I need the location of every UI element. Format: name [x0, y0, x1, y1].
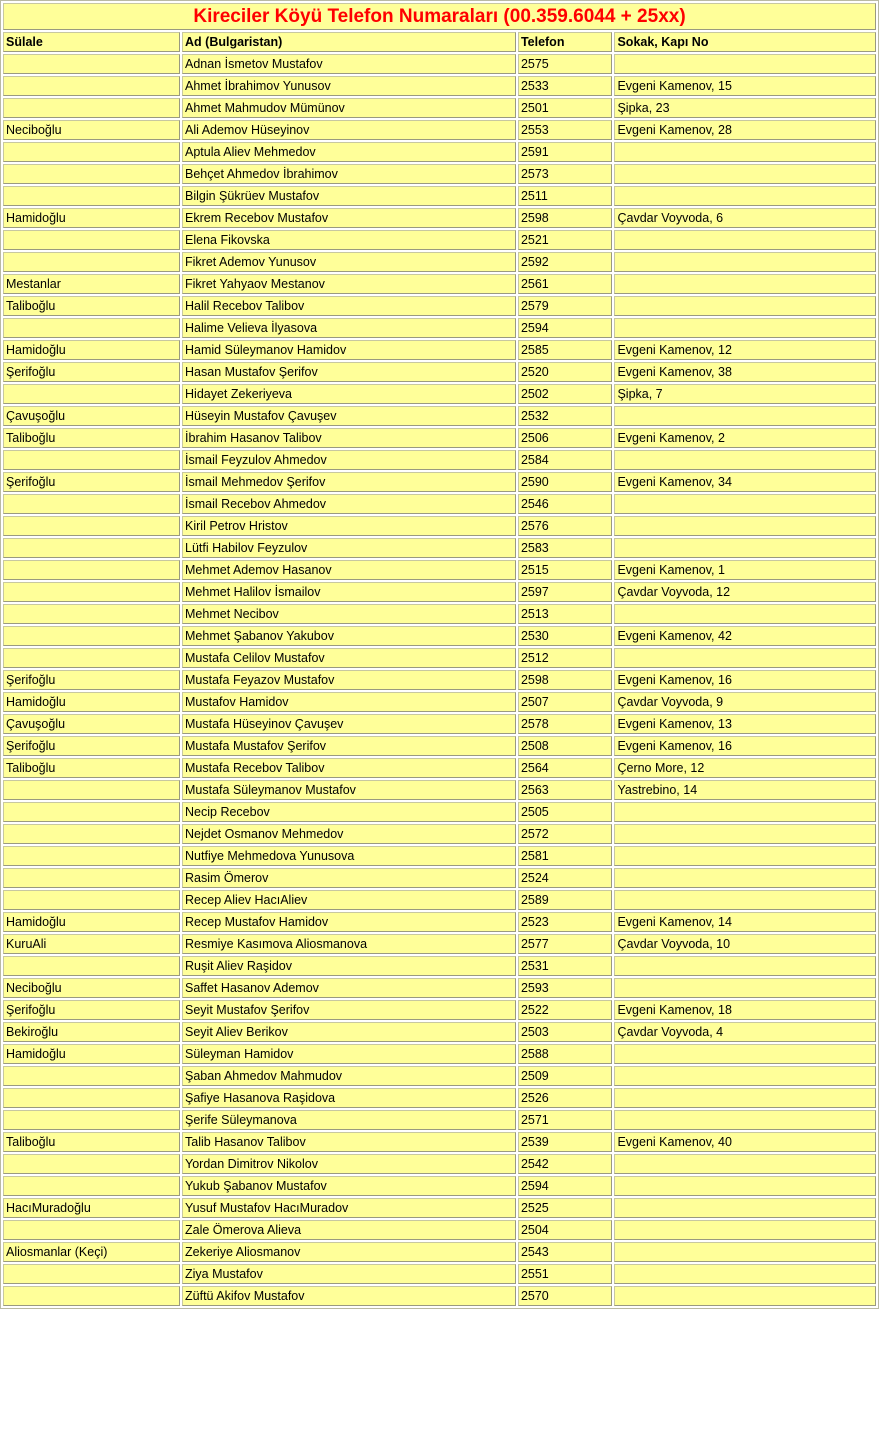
family-cell: [3, 538, 180, 558]
family-cell: [3, 560, 180, 580]
table-row: [3, 560, 876, 580]
family-cell: [3, 54, 180, 74]
family-cell: Taliboğlu: [3, 428, 180, 448]
address-cell: Şipka, 7: [614, 384, 876, 404]
family-cell: [3, 230, 180, 250]
table-row: [3, 648, 876, 668]
phone-cell: 2511: [518, 186, 613, 206]
family-cell: [3, 1066, 180, 1086]
family-cell: [3, 384, 180, 404]
table-row: [3, 406, 876, 426]
table-row: [3, 1220, 876, 1240]
address-cell: [614, 890, 876, 910]
address-cell: Evgeni Kamenov, 42: [614, 626, 876, 646]
address-cell: [614, 142, 876, 162]
table-row: [3, 670, 876, 690]
table-row: [3, 582, 876, 602]
phone-cell: 2513: [518, 604, 613, 624]
table-row: [3, 98, 876, 118]
name-cell: Mustafov Hamidov: [182, 692, 516, 712]
family-cell: Aliosmanlar (Keçi): [3, 1242, 180, 1262]
family-cell: [3, 1286, 180, 1306]
table-row: [3, 1110, 876, 1130]
phone-cell: 2531: [518, 956, 613, 976]
name-cell: Mustafa Feyazov Mustafov: [182, 670, 516, 690]
name-cell: Mustafa Hüseyinov Çavuşev: [182, 714, 516, 734]
phone-cell: 2589: [518, 890, 613, 910]
address-cell: [614, 956, 876, 976]
table-row: [3, 428, 876, 448]
family-cell: Şerifoğlu: [3, 362, 180, 382]
phone-cell: 2561: [518, 274, 613, 294]
family-cell: Hamidoğlu: [3, 1044, 180, 1064]
table-row: [3, 252, 876, 272]
table-row: [3, 912, 876, 932]
name-cell: Resmiye Kasımova Aliosmanova: [182, 934, 516, 954]
table-row: [3, 1044, 876, 1064]
family-cell: [3, 626, 180, 646]
family-cell: [3, 1176, 180, 1196]
address-cell: Evgeni Kamenov, 14: [614, 912, 876, 932]
name-cell: Ruşit Aliev Raşidov: [182, 956, 516, 976]
name-cell: Fikret Ademov Yunusov: [182, 252, 516, 272]
title-row: [3, 3, 876, 30]
address-cell: Evgeni Kamenov, 13: [614, 714, 876, 734]
table-row: [3, 780, 876, 800]
address-cell: [614, 406, 876, 426]
address-cell: Evgeni Kamenov, 28: [614, 120, 876, 140]
table-row: [3, 626, 876, 646]
address-cell: Çavdar Voyvoda, 4: [614, 1022, 876, 1042]
phone-cell: 2592: [518, 252, 613, 272]
address-cell: [614, 1242, 876, 1262]
phone-cell: 2590: [518, 472, 613, 492]
phone-cell: 2585: [518, 340, 613, 360]
phone-cell: 2578: [518, 714, 613, 734]
table-row: [3, 1000, 876, 1020]
table-row: [3, 1176, 876, 1196]
address-cell: [614, 1286, 876, 1306]
family-cell: [3, 142, 180, 162]
family-cell: Hamidoğlu: [3, 912, 180, 932]
phone-cell: 2571: [518, 1110, 613, 1130]
table-row: [3, 142, 876, 162]
name-cell: Behçet Ahmedov İbrahimov: [182, 164, 516, 184]
phone-cell: 2563: [518, 780, 613, 800]
phone-cell: 2502: [518, 384, 613, 404]
phone-cell: 2508: [518, 736, 613, 756]
address-cell: Evgeni Kamenov, 15: [614, 76, 876, 96]
address-cell: [614, 494, 876, 514]
family-cell: [3, 802, 180, 822]
address-cell: [614, 318, 876, 338]
address-cell: [614, 54, 876, 74]
phone-cell: 2598: [518, 208, 613, 228]
phone-cell: 2594: [518, 318, 613, 338]
address-cell: [614, 164, 876, 184]
family-cell: [3, 956, 180, 976]
address-cell: [614, 230, 876, 250]
name-cell: Mustafa Recebov Talibov: [182, 758, 516, 778]
address-cell: [614, 824, 876, 844]
family-cell: Çavuşoğlu: [3, 714, 180, 734]
table-row: [3, 296, 876, 316]
address-cell: [614, 450, 876, 470]
phone-cell: 2577: [518, 934, 613, 954]
family-cell: [3, 846, 180, 866]
family-cell: Taliboğlu: [3, 1132, 180, 1152]
name-cell: Bilgin Şükrüev Mustafov: [182, 186, 516, 206]
name-cell: Süleyman Hamidov: [182, 1044, 516, 1064]
phone-cell: 2579: [518, 296, 613, 316]
family-cell: [3, 890, 180, 910]
phone-cell: 2507: [518, 692, 613, 712]
address-cell: [614, 1088, 876, 1108]
name-cell: Hasan Mustafov Şerifov: [182, 362, 516, 382]
phone-cell: 2597: [518, 582, 613, 602]
address-cell: Evgeni Kamenov, 12: [614, 340, 876, 360]
family-cell: [3, 76, 180, 96]
name-cell: Hidayet Zekeriyeva: [182, 384, 516, 404]
address-cell: [614, 1198, 876, 1218]
family-cell: [3, 1220, 180, 1240]
family-cell: KuruAli: [3, 934, 180, 954]
table-row: [3, 230, 876, 250]
table-row: [3, 736, 876, 756]
phone-cell: 2525: [518, 1198, 613, 1218]
table-row: [3, 1286, 876, 1306]
address-cell: Evgeni Kamenov, 18: [614, 1000, 876, 1020]
phone-cell: 2581: [518, 846, 613, 866]
table-row: [3, 1198, 876, 1218]
table-row: [3, 318, 876, 338]
phone-cell: 2526: [518, 1088, 613, 1108]
name-cell: Recep Mustafov Hamidov: [182, 912, 516, 932]
phone-cell: 2506: [518, 428, 613, 448]
phone-cell: 2521: [518, 230, 613, 250]
family-cell: Mestanlar: [3, 274, 180, 294]
address-cell: [614, 1154, 876, 1174]
table-row: [3, 956, 876, 976]
name-cell: Talib Hasanov Talibov: [182, 1132, 516, 1152]
address-cell: [614, 1110, 876, 1130]
family-cell: Şerifoğlu: [3, 670, 180, 690]
name-cell: İsmail Mehmedov Şerifov: [182, 472, 516, 492]
address-cell: Şipka, 23: [614, 98, 876, 118]
phone-cell: 2546: [518, 494, 613, 514]
name-cell: Şerife Süleymanova: [182, 1110, 516, 1130]
table-row: [3, 890, 876, 910]
family-cell: [3, 494, 180, 514]
family-cell: Hamidoğlu: [3, 340, 180, 360]
family-cell: [3, 450, 180, 470]
table-row: [3, 340, 876, 360]
table-row: [3, 604, 876, 624]
name-cell: Ahmet Mahmudov Mümünov: [182, 98, 516, 118]
address-cell: [614, 1176, 876, 1196]
table-row: [3, 1154, 876, 1174]
phone-cell: 2522: [518, 1000, 613, 1020]
table-row: [3, 450, 876, 470]
name-cell: Seyit Aliev Berikov: [182, 1022, 516, 1042]
name-cell: Mustafa Mustafov Şerifov: [182, 736, 516, 756]
phone-cell: 2543: [518, 1242, 613, 1262]
address-cell: Evgeni Kamenov, 40: [614, 1132, 876, 1152]
name-cell: Recep Aliev HacıAliev: [182, 890, 516, 910]
address-cell: [614, 648, 876, 668]
name-cell: Elena Fikovska: [182, 230, 516, 250]
family-cell: [3, 1088, 180, 1108]
family-cell: [3, 780, 180, 800]
table-row: [3, 76, 876, 96]
phone-cell: 2593: [518, 978, 613, 998]
phone-cell: 2584: [518, 450, 613, 470]
name-cell: Ahmet İbrahimov Yunusov: [182, 76, 516, 96]
address-cell: [614, 978, 876, 998]
family-cell: [3, 1154, 180, 1174]
address-cell: [614, 186, 876, 206]
phone-cell: 2575: [518, 54, 613, 74]
family-cell: Neciboğlu: [3, 978, 180, 998]
table-row: [3, 516, 876, 536]
table-row: [3, 120, 876, 140]
family-cell: Şerifoğlu: [3, 472, 180, 492]
column-header-family: Sülale: [3, 32, 180, 52]
phone-cell: 2591: [518, 142, 613, 162]
name-cell: Şaban Ahmedov Mahmudov: [182, 1066, 516, 1086]
table-row: [3, 1088, 876, 1108]
phone-cell: 2576: [518, 516, 613, 536]
phone-cell: 2515: [518, 560, 613, 580]
family-cell: [3, 164, 180, 184]
name-cell: Lütfi Habilov Feyzulov: [182, 538, 516, 558]
phone-cell: 2588: [518, 1044, 613, 1064]
phone-cell: 2594: [518, 1176, 613, 1196]
family-cell: [3, 604, 180, 624]
family-cell: Şerifoğlu: [3, 1000, 180, 1020]
name-cell: İsmail Recebov Ahmedov: [182, 494, 516, 514]
name-cell: Mustafa Celilov Mustafov: [182, 648, 516, 668]
family-cell: [3, 252, 180, 272]
name-cell: Seyit Mustafov Şerifov: [182, 1000, 516, 1020]
family-cell: [3, 186, 180, 206]
name-cell: Mehmet Necibov: [182, 604, 516, 624]
family-cell: [3, 582, 180, 602]
family-cell: Hamidoğlu: [3, 208, 180, 228]
phone-cell: 2530: [518, 626, 613, 646]
family-cell: Neciboğlu: [3, 120, 180, 140]
address-cell: Evgeni Kamenov, 38: [614, 362, 876, 382]
name-cell: İbrahim Hasanov Talibov: [182, 428, 516, 448]
table-row: [3, 758, 876, 778]
family-cell: [3, 516, 180, 536]
name-cell: Rasim Ömerov: [182, 868, 516, 888]
phone-cell: 2524: [518, 868, 613, 888]
name-cell: Zekeriye Aliosmanov: [182, 1242, 516, 1262]
address-cell: [614, 1220, 876, 1240]
phone-cell: 2542: [518, 1154, 613, 1174]
address-cell: [614, 296, 876, 316]
table-row: [3, 186, 876, 206]
address-cell: Evgeni Kamenov, 2: [614, 428, 876, 448]
phone-cell: 2572: [518, 824, 613, 844]
address-cell: Yastrebino, 14: [614, 780, 876, 800]
phone-cell: 2564: [518, 758, 613, 778]
name-cell: Yusuf Mustafov HacıMuradov: [182, 1198, 516, 1218]
name-cell: Yukub Şabanov Mustafov: [182, 1176, 516, 1196]
table-row: [3, 934, 876, 954]
address-cell: Evgeni Kamenov, 34: [614, 472, 876, 492]
name-cell: Nutfiye Mehmedova Yunusova: [182, 846, 516, 866]
name-cell: Adnan İsmetov Mustafov: [182, 54, 516, 74]
name-cell: Saffet Hasanov Ademov: [182, 978, 516, 998]
phone-cell: 2532: [518, 406, 613, 426]
table-row: [3, 472, 876, 492]
name-cell: Mehmet Şabanov Yakubov: [182, 626, 516, 646]
name-cell: Mehmet Halilov İsmailov: [182, 582, 516, 602]
family-cell: Bekiroğlu: [3, 1022, 180, 1042]
family-cell: HacıMuradoğlu: [3, 1198, 180, 1218]
name-cell: Halime Velieva İlyasova: [182, 318, 516, 338]
name-cell: Zale Ömerova Alieva: [182, 1220, 516, 1240]
family-cell: [3, 318, 180, 338]
family-cell: [3, 1110, 180, 1130]
name-cell: Kiril Petrov Hristov: [182, 516, 516, 536]
table-row: [3, 714, 876, 734]
name-cell: Ekrem Recebov Mustafov: [182, 208, 516, 228]
address-cell: [614, 1044, 876, 1064]
family-cell: [3, 868, 180, 888]
name-cell: İsmail Feyzulov Ahmedov: [182, 450, 516, 470]
address-cell: [614, 846, 876, 866]
family-cell: Şerifoğlu: [3, 736, 180, 756]
table-row: [3, 1132, 876, 1152]
column-header-name: Ad (Bulgaristan): [182, 32, 516, 52]
name-cell: Hüseyin Mustafov Çavuşev: [182, 406, 516, 426]
address-cell: Evgeni Kamenov, 16: [614, 670, 876, 690]
column-header-address: Sokak, Kapı No: [614, 32, 876, 52]
address-cell: Evgeni Kamenov, 16: [614, 736, 876, 756]
table-row: [3, 274, 876, 294]
family-cell: Çavuşoğlu: [3, 406, 180, 426]
phone-cell: 2509: [518, 1066, 613, 1086]
address-cell: Çavdar Voyvoda, 10: [614, 934, 876, 954]
table-row: [3, 978, 876, 998]
address-cell: [614, 604, 876, 624]
family-cell: [3, 98, 180, 118]
phone-cell: 2504: [518, 1220, 613, 1240]
header-row: [3, 32, 876, 52]
address-cell: [614, 274, 876, 294]
phone-cell: 2539: [518, 1132, 613, 1152]
page-title: Kireciler Köyü Telefon Numaraları (00.359.6044 + 25xx): [3, 3, 876, 30]
address-cell: [614, 516, 876, 536]
table-row: [3, 208, 876, 228]
name-cell: Fikret Yahyaov Mestanov: [182, 274, 516, 294]
phone-cell: 2512: [518, 648, 613, 668]
address-cell: [614, 538, 876, 558]
family-cell: Taliboğlu: [3, 296, 180, 316]
table-row: [3, 846, 876, 866]
phone-cell: 2505: [518, 802, 613, 822]
address-cell: Evgeni Kamenov, 1: [614, 560, 876, 580]
family-cell: [3, 824, 180, 844]
table-row: [3, 494, 876, 514]
name-cell: Necip Recebov: [182, 802, 516, 822]
name-cell: Züftü Akifov Mustafov: [182, 1286, 516, 1306]
table-row: [3, 1066, 876, 1086]
table-row: [3, 1264, 876, 1284]
phone-cell: 2553: [518, 120, 613, 140]
address-cell: Çerno More, 12: [614, 758, 876, 778]
address-cell: [614, 802, 876, 822]
name-cell: Aptula Aliev Mehmedov: [182, 142, 516, 162]
name-cell: Ziya Mustafov: [182, 1264, 516, 1284]
table-row: [3, 802, 876, 822]
phone-cell: 2573: [518, 164, 613, 184]
name-cell: Hamid Süleymanov Hamidov: [182, 340, 516, 360]
name-cell: Şafiye Hasanova Raşidova: [182, 1088, 516, 1108]
table-row: [3, 54, 876, 74]
table-row: [3, 824, 876, 844]
address-cell: [614, 868, 876, 888]
family-cell: Hamidoğlu: [3, 692, 180, 712]
phone-cell: 2533: [518, 76, 613, 96]
address-cell: [614, 252, 876, 272]
phone-cell: 2583: [518, 538, 613, 558]
name-cell: Halil Recebov Talibov: [182, 296, 516, 316]
table-row: [3, 1242, 876, 1262]
name-cell: Ali Ademov Hüseyinov: [182, 120, 516, 140]
table-body: [3, 54, 876, 1306]
phone-cell: 2503: [518, 1022, 613, 1042]
table-row: [3, 538, 876, 558]
phone-cell: 2570: [518, 1286, 613, 1306]
address-cell: Çavdar Voyvoda, 6: [614, 208, 876, 228]
address-cell: [614, 1066, 876, 1086]
table-row: [3, 384, 876, 404]
phone-cell: 2501: [518, 98, 613, 118]
phone-cell: 2551: [518, 1264, 613, 1284]
column-header-phone: Telefon: [518, 32, 613, 52]
family-cell: [3, 1264, 180, 1284]
name-cell: Mustafa Süleymanov Mustafov: [182, 780, 516, 800]
address-cell: Çavdar Voyvoda, 12: [614, 582, 876, 602]
table-row: [3, 868, 876, 888]
table-row: [3, 1022, 876, 1042]
address-cell: Çavdar Voyvoda, 9: [614, 692, 876, 712]
family-cell: [3, 648, 180, 668]
name-cell: Yordan Dimitrov Nikolov: [182, 1154, 516, 1174]
table-row: [3, 362, 876, 382]
table-row: [3, 164, 876, 184]
phone-cell: 2523: [518, 912, 613, 932]
phone-cell: 2598: [518, 670, 613, 690]
name-cell: Mehmet Ademov Hasanov: [182, 560, 516, 580]
address-cell: [614, 1264, 876, 1284]
phone-cell: 2520: [518, 362, 613, 382]
family-cell: Taliboğlu: [3, 758, 180, 778]
table-row: [3, 692, 876, 712]
name-cell: Nejdet Osmanov Mehmedov: [182, 824, 516, 844]
